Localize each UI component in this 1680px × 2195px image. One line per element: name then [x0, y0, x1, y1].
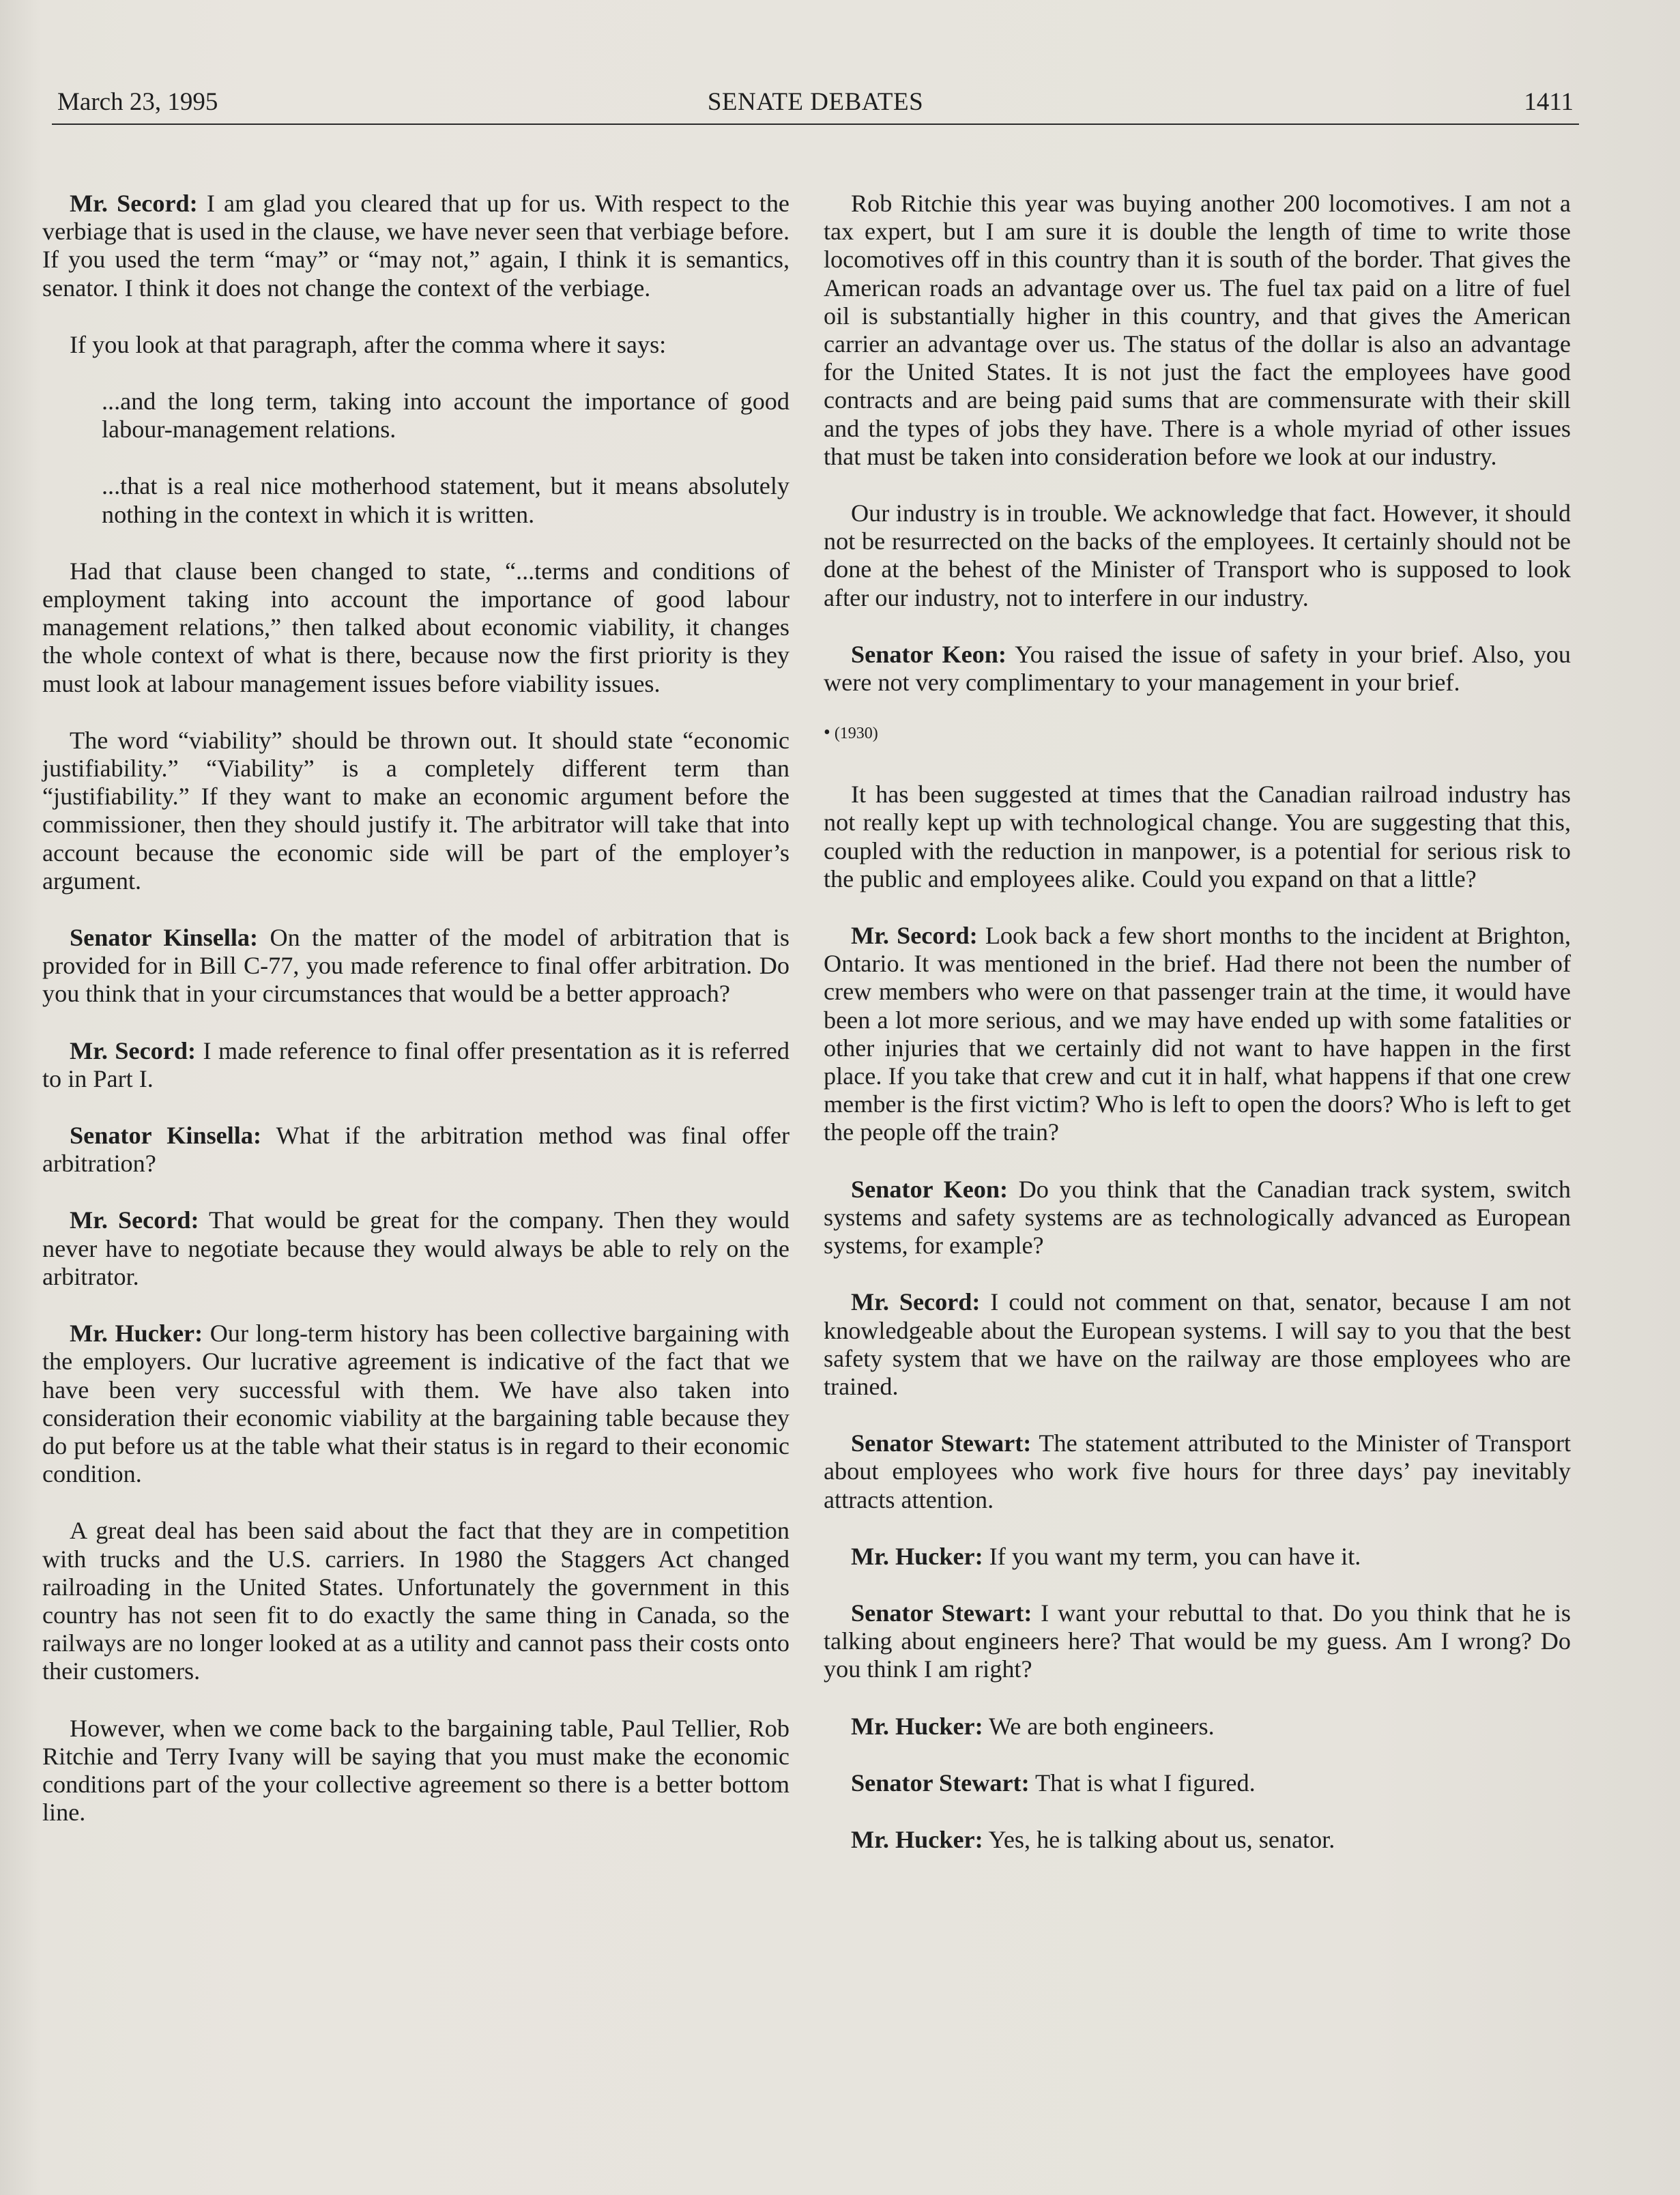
paragraph-text: I made reference to final offer presentation as it is referred to in Part I. — [42, 1036, 790, 1092]
paragraph-text: What if the arbitration method was final offer arbitration? — [42, 1122, 790, 1178]
paragraph-text: We are both engineers. — [983, 1712, 1215, 1740]
paragraph-text: If you want my term, you can have it. — [983, 1542, 1361, 1570]
paragraph — [42, 1715, 790, 1827]
paragraph — [824, 1176, 1571, 1260]
paragraph — [42, 924, 790, 1008]
paragraph — [42, 727, 790, 895]
time-label: (1930) — [834, 725, 878, 743]
paragraph-text: The statement attributed to the Minister of Transport about employees who work five hours for three days’ pay inevitably attracts attention. — [824, 1429, 1571, 1513]
speaker-name: Senator Kinsella: — [70, 1122, 261, 1150]
speaker-name: Mr. Hucker: — [70, 1320, 203, 1348]
paragraph — [824, 1769, 1571, 1797]
speaker-name: Mr. Secord: — [851, 1288, 981, 1316]
paragraph-text: On the matter of the model of arbitration that is provided for in Bill C-77, you made reference to final offer arbitration. Do you think that in your circumstances that would be a better approach? — [42, 924, 790, 1008]
paragraph-text: The word “viability” should be thrown out. It should state “economic justifiability.” “Viability” is a completely different term than “justifiability.” If they want to make an economic argument before the commissioner, then they should justify it. The arbitrator will take that into account because the economic side will be part of the employer’s argument. — [42, 726, 790, 895]
paragraph-text: You raised the issue of safety in your brief. Also, you were not very complimentary to your management in your brief. — [824, 640, 1571, 697]
speaker-name: Mr. Secord: — [70, 1036, 196, 1064]
speaker-name: Mr. Hucker: — [851, 1712, 983, 1740]
paragraph — [824, 1826, 1571, 1854]
paragraph-text: A great deal has been said about the fact that they are in competition with trucks and the U.S. carriers. In 1980 the Staggers Act changed railroading in the United States. Unfortunately the government in this country has not seen fit to do exactly the same thing in Canada, so the railways are no longer looked at as a utility and cannot pass their costs onto their customers. — [42, 1517, 790, 1685]
paragraph — [824, 1543, 1571, 1571]
paragraph — [42, 1517, 790, 1685]
paragraph-text: If you look at that paragraph, after the comma where it says: — [70, 330, 667, 358]
paragraph-text: Our long-term history has been collective bargaining with the employers. Our lucrative agreement is indicative of the fact that we have been very successful with them. We have also taken into consideration their economic viability at the bargaining table because they do put before us at the table what their status is in regard to their economic condition. — [42, 1320, 790, 1488]
paragraph — [824, 1288, 1571, 1401]
time-marker — [824, 723, 1571, 744]
paragraph-text: Our industry is in trouble. We acknowledge that fact. However, it should not be resurrected on the backs of the employees. It certainly should not be done at the behest of the Minister of Transport who is supposed to look after our industry, not to interfere in our industry. — [824, 499, 1571, 611]
speaker-name: Senator Keon: — [851, 640, 1006, 668]
paragraph-text: However, when we come back to the bargaining table, Paul Tellier, Rob Ritchie and Terry Ivany will be saying that you must make the economic conditions part of the your collective agreement so there is a better bottom line. — [42, 1714, 790, 1827]
paragraph — [824, 1429, 1571, 1514]
paragraph — [824, 781, 1571, 893]
paragraph — [824, 499, 1571, 612]
paragraph-text: I could not comment on that, senator, because I am not knowledgeable about the European systems. I will say to you that the best safety system that we have on the railway are those employees who are trained. — [824, 1288, 1571, 1400]
paragraph-text: I am glad you cleared that up for us. With respect to the verbiage that is used in the clause, we have never seen that verbiage before. If you used the term “may” or “may not,” again, I think it is semantics, senator. I think it does not change the context of the verbiage. — [42, 190, 790, 302]
speaker-name: Mr. Secord: — [851, 922, 978, 950]
right-column — [824, 190, 1571, 1883]
paragraph-text: Yes, he is talking about us, senator. — [983, 1825, 1335, 1853]
paragraph-text: I want your rebuttal to that. Do you think that he is talking about engineers here? That would be my guess. Am I wrong? Do you think I am right? — [824, 1599, 1571, 1683]
speaker-name: Senator Kinsella: — [70, 924, 259, 952]
speaker-name: Mr. Secord: — [70, 190, 198, 217]
header-page-number: 1411 — [1524, 88, 1574, 116]
header-date: March 23, 1995 — [57, 88, 218, 116]
speaker-name: Mr. Hucker: — [851, 1825, 983, 1853]
paragraph — [42, 1037, 790, 1093]
paragraph — [824, 1713, 1571, 1741]
quote-text: ...that is a real nice motherhood statement, but it means absolutely nothing in the context in which it is written. — [102, 472, 790, 528]
paragraph — [42, 331, 790, 359]
block-quote — [102, 388, 790, 444]
bullet-icon: • — [824, 722, 830, 744]
speaker-name: Senator Stewart: — [851, 1429, 1032, 1457]
speaker-name: Senator Keon: — [851, 1175, 1009, 1203]
speaker-name: Mr. Secord: — [70, 1206, 199, 1234]
paragraph — [824, 641, 1571, 697]
paragraph — [42, 190, 790, 302]
paragraph — [42, 1320, 790, 1488]
paragraph — [42, 1206, 790, 1291]
header-title: SENATE DEBATES — [707, 88, 924, 116]
paragraph-text: Do you think that the Canadian track system, switch systems and safety systems are as technologically advanced as European systems, for example? — [824, 1175, 1571, 1260]
header-rule — [52, 123, 1579, 125]
paragraph — [42, 557, 790, 698]
paragraph — [824, 190, 1571, 471]
paragraph-text: Rob Ritchie this year was buying another 200 locomotives. I am not a tax expert, but I am sure it is double the length of time to write those locomotives off in this country than it is south of the border. That gives the American roads an advantage over us. The fuel tax paid on a litre of fuel oil is substantially higher in this country, and that gives the American carrier an advantage over us. The status of the dollar is also an advantage for the United States. It is not just the fact the employees have good contracts and are being paid sums that are commensurate with their skill and the types of jobs they have. There is a whole myriad of other issues that must be taken into consideration before we look at our industry. — [824, 190, 1571, 470]
speaker-name: Senator Stewart: — [851, 1599, 1032, 1627]
block-quote — [102, 472, 790, 528]
paragraph — [824, 1599, 1571, 1684]
quote-text: ...and the long term, taking into account the importance of good labour-management relations. — [102, 388, 790, 444]
running-header — [52, 87, 1579, 121]
paragraph-text: Had that clause been changed to state, “...terms and conditions of employment taking into account the importance of good labour management relations,” then talked about economic viability, it changes the whole context of what is there, because now the first priority is they must look at labour management issues before viability issues. — [42, 557, 790, 697]
paragraph-text: It has been suggested at times that the Canadian railroad industry has not really kept up with technological change. You are suggesting that this, coupled with the reduction in manpower, is a potential for serious risk to the public and employees alike. Could you expand on that a little? — [824, 781, 1571, 892]
speaker-name: Mr. Hucker: — [851, 1542, 983, 1570]
paragraph-text: That is what I figured. — [1029, 1769, 1256, 1797]
speaker-name: Senator Stewart: — [851, 1769, 1030, 1797]
left-column — [42, 190, 790, 1855]
paragraph — [824, 922, 1571, 1147]
paragraph-text: Look back a few short months to the incident at Brighton, Ontario. It was mentioned in the brief. Had there not been the number of crew members who were on that passenger train at the time, it would have been a lot more serious, and we may have ended up with some fatalities or other injuries that we certainly did not want to have happen in the first place. If you take that crew and cut it in half, what happens if that one crew member is the first victim? Who is left to open the doors? Who is left to get the people off the train? — [824, 922, 1571, 1146]
paragraph — [42, 1122, 790, 1178]
paragraph-text: That would be great for the company. Then they would never have to negotiate because they would always be able to rely on the arbitrator. — [42, 1206, 790, 1290]
